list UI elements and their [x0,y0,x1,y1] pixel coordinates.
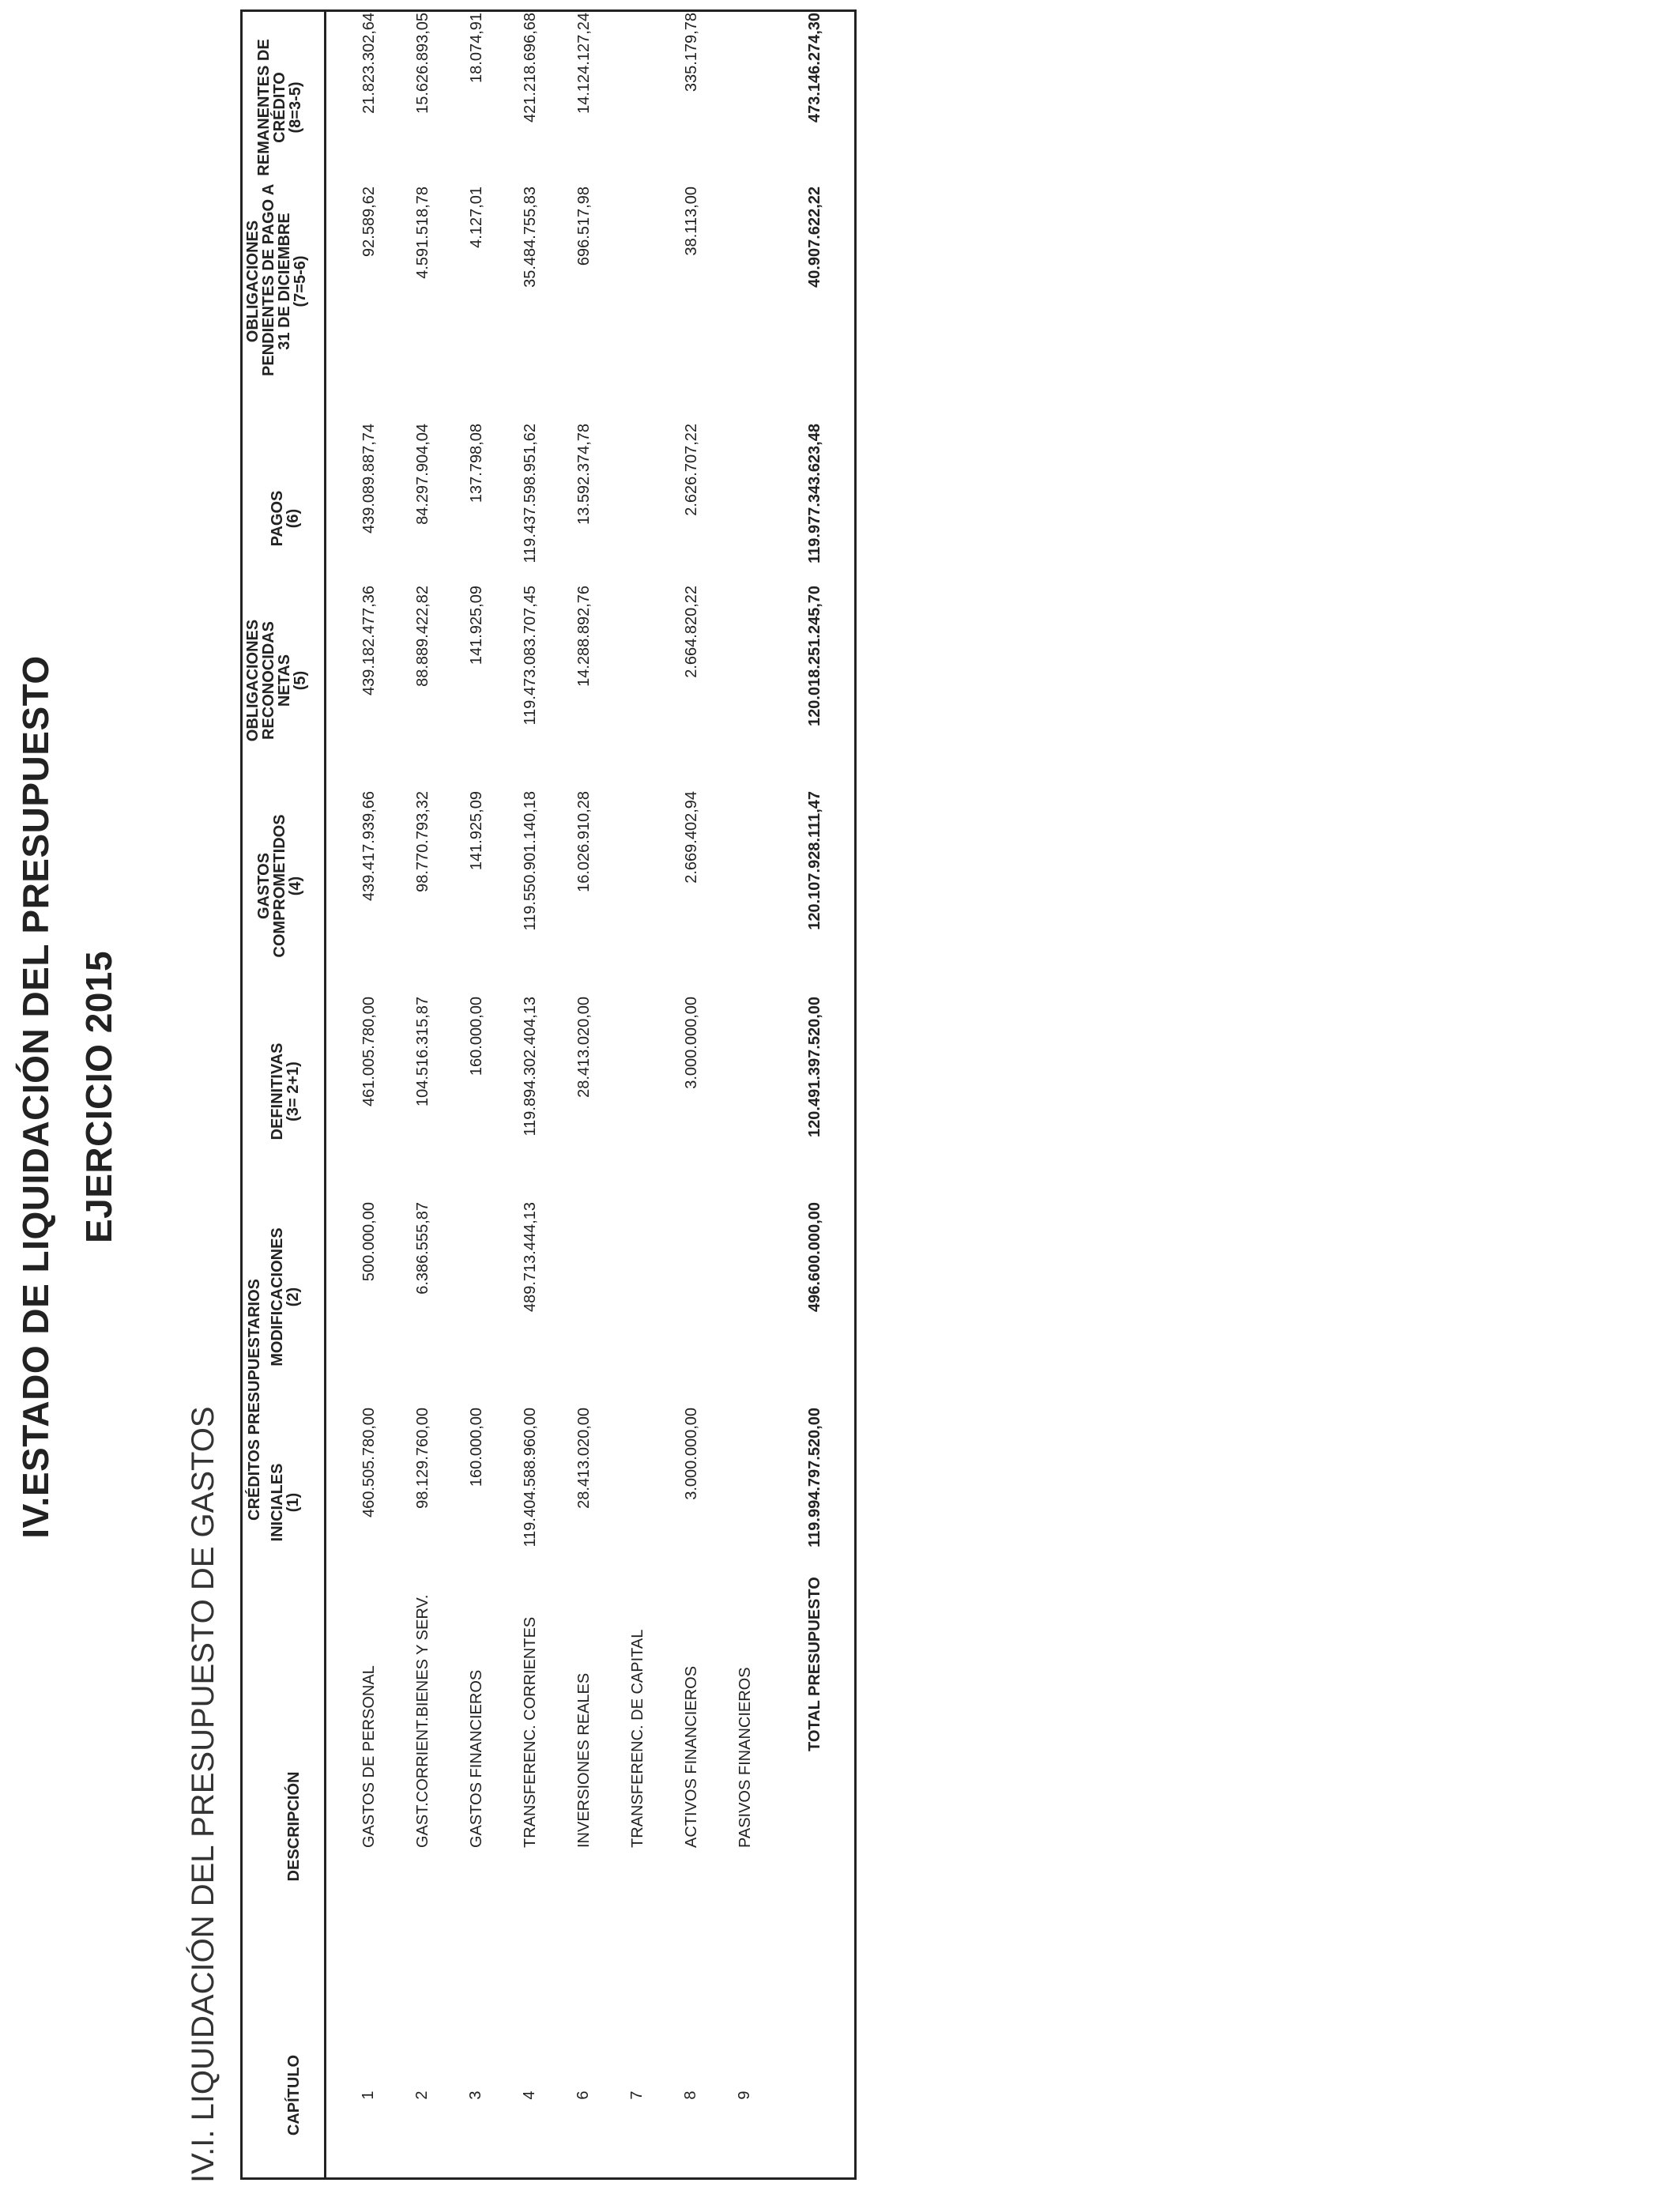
total-ini: 119.994.797.520,00 [806,1408,823,1547]
header-modificaciones [269,1202,301,1392]
row-obl: 88.889.422,82 [414,586,431,687]
header-iniciales [269,1408,301,1597]
row-def: 160.000,00 [468,997,485,1076]
row-capitulo: 9 [736,2090,753,2100]
row-pag: 119.437.598.951,62 [522,424,539,564]
total-pag: 119.977.343.623,48 [806,424,823,564]
row-obl: 2.664.820,22 [683,586,700,678]
row-rem: 15.626.893,05 [414,13,431,114]
header-pendientes [244,183,309,376]
row-obl: 141.925,09 [468,586,485,665]
header-modificaciones-label: MODIFICACIONES [269,1227,286,1367]
header-obligaciones-num: (5) [292,670,309,691]
header-definitivas-num: (3= 2+1) [284,1061,302,1122]
total-pen: 40.907.622,22 [806,187,823,288]
header-remanentes [256,13,303,202]
row-def: 461.005.780,00 [360,997,378,1107]
row-com: 141.925,09 [468,791,485,871]
row-descripcion: ACTIVOS FINANCIEROS [683,1665,700,1848]
row-ini: 160.000,00 [468,1408,485,1487]
header-remanentes-label-1: REMANENTES DE [255,39,273,176]
row-descripcion: GAST.CORRIENT.BIENES Y SERV. [414,1594,431,1848]
row-capitulo: 6 [574,2090,592,2100]
row-def: 3.000.000,00 [683,997,700,1089]
row-def: 104.516.315,87 [414,997,431,1107]
header-modificaciones-num: (2) [284,1287,302,1307]
row-pag: 439.089.887,74 [360,424,378,534]
row-pen: 696.517,98 [575,187,593,266]
row-pag: 137.798,08 [468,424,485,503]
header-obligaciones-label-3: NETAS [276,654,293,707]
header-creditos [247,1202,262,1597]
row-ini: 98.129.760,00 [414,1408,431,1509]
row-capitulo: 1 [360,2090,377,2100]
row-com: 2.669.402,94 [683,791,700,884]
header-capitulo [286,2020,302,2170]
row-rem: 21.823.302,64 [360,13,378,114]
row-mod: 500.000,00 [360,1202,378,1282]
header-pendientes-num: (7=5-6) [292,255,309,307]
header-iniciales-label: INICIALES [269,1463,286,1542]
row-capitulo: 4 [521,2090,538,2100]
row-pen: 35.484.755,83 [522,187,539,288]
row-rem: 421.218.696,68 [522,13,539,123]
total-def: 120.491.397.520,00 [806,997,823,1137]
table-frame [240,9,857,2180]
header-remanentes-num: (8=3-5) [287,81,304,134]
row-def: 28.413.020,00 [575,997,593,1098]
header-pagos-num: (6) [284,508,302,529]
row-pag: 84.297.904,04 [414,424,431,525]
header-obligaciones-label-1: OBLIGACIONES [244,619,262,742]
header-creditos-text: CRÉDITOS PRESUPUESTARIOS [246,1279,263,1521]
row-capitulo: 2 [413,2090,431,2100]
page-title: IV.ESTADO DE LIQUIDACIÓN DEL PRESUPUESTO [15,655,56,1539]
row-capitulo: 7 [628,2090,646,2100]
row-ini: 3.000.000,00 [683,1408,700,1500]
row-pen: 4.591.518,78 [414,187,431,279]
row-pag: 13.592.374,78 [575,424,593,525]
row-descripcion: TRANSFERENC. DE CAPITAL [629,1629,646,1848]
row-ini: 460.505.780,00 [360,1408,378,1518]
row-com: 16.026.910,28 [575,791,593,892]
row-ini: 119.404.588.960,00 [522,1408,539,1547]
row-pag: 2.626.707,22 [683,424,700,516]
row-descripcion: TRANSFERENC. CORRIENTES [522,1616,539,1848]
header-descripcion [286,1641,302,2012]
row-rem: 335.179,78 [683,13,700,92]
row-rem: 14.124.127,24 [575,13,593,114]
header-pendientes-label-2: PENDIENTES DE PAGO A [260,183,277,376]
row-def: 119.894.302.404,13 [522,997,539,1137]
header-capitulo-text: CAPÍTULO [285,2054,303,2136]
header-descripcion-text: DESCRIPCIÓN [285,1771,303,1882]
row-obl: 439.182.477,36 [360,586,378,696]
row-mod: 6.386.555,87 [414,1202,431,1295]
row-com: 98.770.793,32 [414,791,431,892]
header-definitivas-label: DEFINITIVAS [269,1042,286,1140]
header-pendientes-label-1: OBLIGACIONES [244,220,262,343]
total-obl: 120.018.251.245,70 [806,586,823,726]
header-divider [324,9,326,2180]
header-remanentes-label-2: CRÉDITO [271,72,288,143]
fiscal-year: EJERCICIO 2015 [78,950,119,1244]
row-descripcion: GASTOS DE PERSONAL [360,1665,378,1848]
row-descripcion: PASIVOS FINANCIEROS [736,1667,754,1848]
header-obligaciones-label-2: RECONOCIDAS [260,621,277,741]
header-definitivas [269,997,301,1186]
row-pen: 38.113,00 [683,187,700,256]
header-comprometidos-label-1: GASTOS [255,852,273,920]
section-title: IV.I. LIQUIDACIÓN DEL PRESUPUESTO DE GASTOS [186,1406,220,2183]
header-comprometidos-num: (4) [287,876,304,896]
row-pen: 4.127,01 [468,187,485,248]
total-label: TOTAL PRESUPUESTO [806,1577,823,1751]
row-obl: 119.473.083.707,45 [522,586,539,726]
row-rem: 18.074,91 [468,13,485,83]
header-pagos-label: PAGOS [269,490,286,547]
row-pen: 92.589,62 [360,187,378,257]
row-descripcion: GASTOS FINANCIEROS [468,1669,485,1848]
header-comprometidos [256,791,303,981]
header-iniciales-num: (1) [284,1492,302,1513]
row-capitulo: 8 [682,2090,699,2100]
header-pagos [269,424,301,613]
header-comprometidos-label-2: COMPROMETIDOS [271,814,288,958]
row-com: 119.550.901.140,18 [522,791,539,931]
row-mod: 489.713.444,13 [522,1202,539,1313]
header-pendientes-label-3: 31 DE DICIEMBRE [276,213,293,350]
row-ini: 28.413.020,00 [575,1408,593,1509]
row-capitulo: 3 [467,2090,484,2100]
total-com: 120.107.928.111,47 [806,791,823,930]
row-descripcion: INVERSIONES REALES [575,1672,593,1848]
total-mod: 496.600.000,00 [806,1202,823,1313]
row-obl: 14.288.892,76 [575,586,593,687]
row-com: 439.417.939,66 [360,791,378,902]
header-obligaciones [245,586,308,775]
total-rem: 473.146.274,30 [806,13,823,123]
